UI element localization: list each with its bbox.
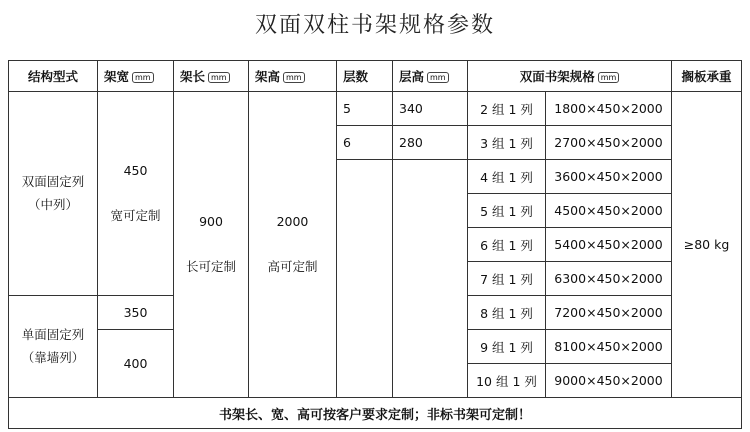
spec-size: 1800×450×2000 (546, 92, 672, 126)
page-title: 双面双柱书架规格参数 (254, 13, 495, 38)
spec-size: 4500×450×2000 (546, 194, 672, 228)
structure-single: 单面固定列 （靠墙列） (9, 296, 98, 398)
spec-size: 2700×450×2000 (546, 126, 672, 160)
unit-badge: mm (283, 72, 305, 83)
structure-double: 双面固定列 （中列） (9, 92, 98, 296)
layer-count: 5 (337, 92, 393, 126)
length-cell: 900 长可定制 (174, 92, 249, 398)
width-single-350: 350 (98, 296, 174, 330)
width-single-400: 400 (98, 330, 174, 398)
layer-count-empty (337, 160, 393, 398)
width-double: 450 宽可定制 (98, 92, 174, 296)
spec-group: 6 组 1 列 (468, 228, 546, 262)
footer-note: 书架长、宽、高可按客户要求定制；非标书架可定制！ (9, 398, 742, 429)
spec-group: 4 组 1 列 (468, 160, 546, 194)
spec-size: 7200×450×2000 (546, 296, 672, 330)
unit-badge: mm (132, 72, 154, 83)
spec-size: 8100×450×2000 (546, 330, 672, 364)
unit-badge: mm (427, 72, 449, 83)
layer-count: 6 (337, 126, 393, 160)
header-load: 搁板承重 (672, 61, 742, 92)
header-width: 架宽 mm (98, 61, 174, 92)
spec-size: 6300×450×2000 (546, 262, 672, 296)
footer-row (9, 398, 742, 429)
spec-size: 3600×450×2000 (546, 160, 672, 194)
header-spec: 双面书架规格 mm (468, 61, 672, 92)
spec-group: 9 组 1 列 (468, 330, 546, 364)
load-cell: ≥80 kg (672, 92, 742, 398)
header-layer-height: 层高 mm (393, 61, 468, 92)
spec-group: 7 组 1 列 (468, 262, 546, 296)
header-structure: 结构型式 (9, 61, 98, 92)
spec-group: 2 组 1 列 (468, 92, 546, 126)
height-cell: 2000 高可定制 (249, 92, 337, 398)
spec-group: 8 组 1 列 (468, 296, 546, 330)
spec-table (8, 60, 742, 429)
spec-size: 9000×450×2000 (546, 364, 672, 398)
spec-group: 10 组 1 列 (468, 364, 546, 398)
unit-badge: mm (208, 72, 230, 83)
spec-group: 3 组 1 列 (468, 126, 546, 160)
header-height: 架高 mm (249, 61, 337, 92)
unit-badge: mm (598, 72, 620, 83)
layer-height: 340 (393, 92, 468, 126)
layer-height: 280 (393, 126, 468, 160)
header-row (9, 61, 742, 92)
spec-size: 5400×450×2000 (546, 228, 672, 262)
layer-height-empty (393, 160, 468, 398)
header-length: 架长 mm (174, 61, 249, 92)
header-layers: 层数 (337, 61, 393, 92)
spec-group: 5 组 1 列 (468, 194, 546, 228)
table-row (9, 92, 742, 126)
